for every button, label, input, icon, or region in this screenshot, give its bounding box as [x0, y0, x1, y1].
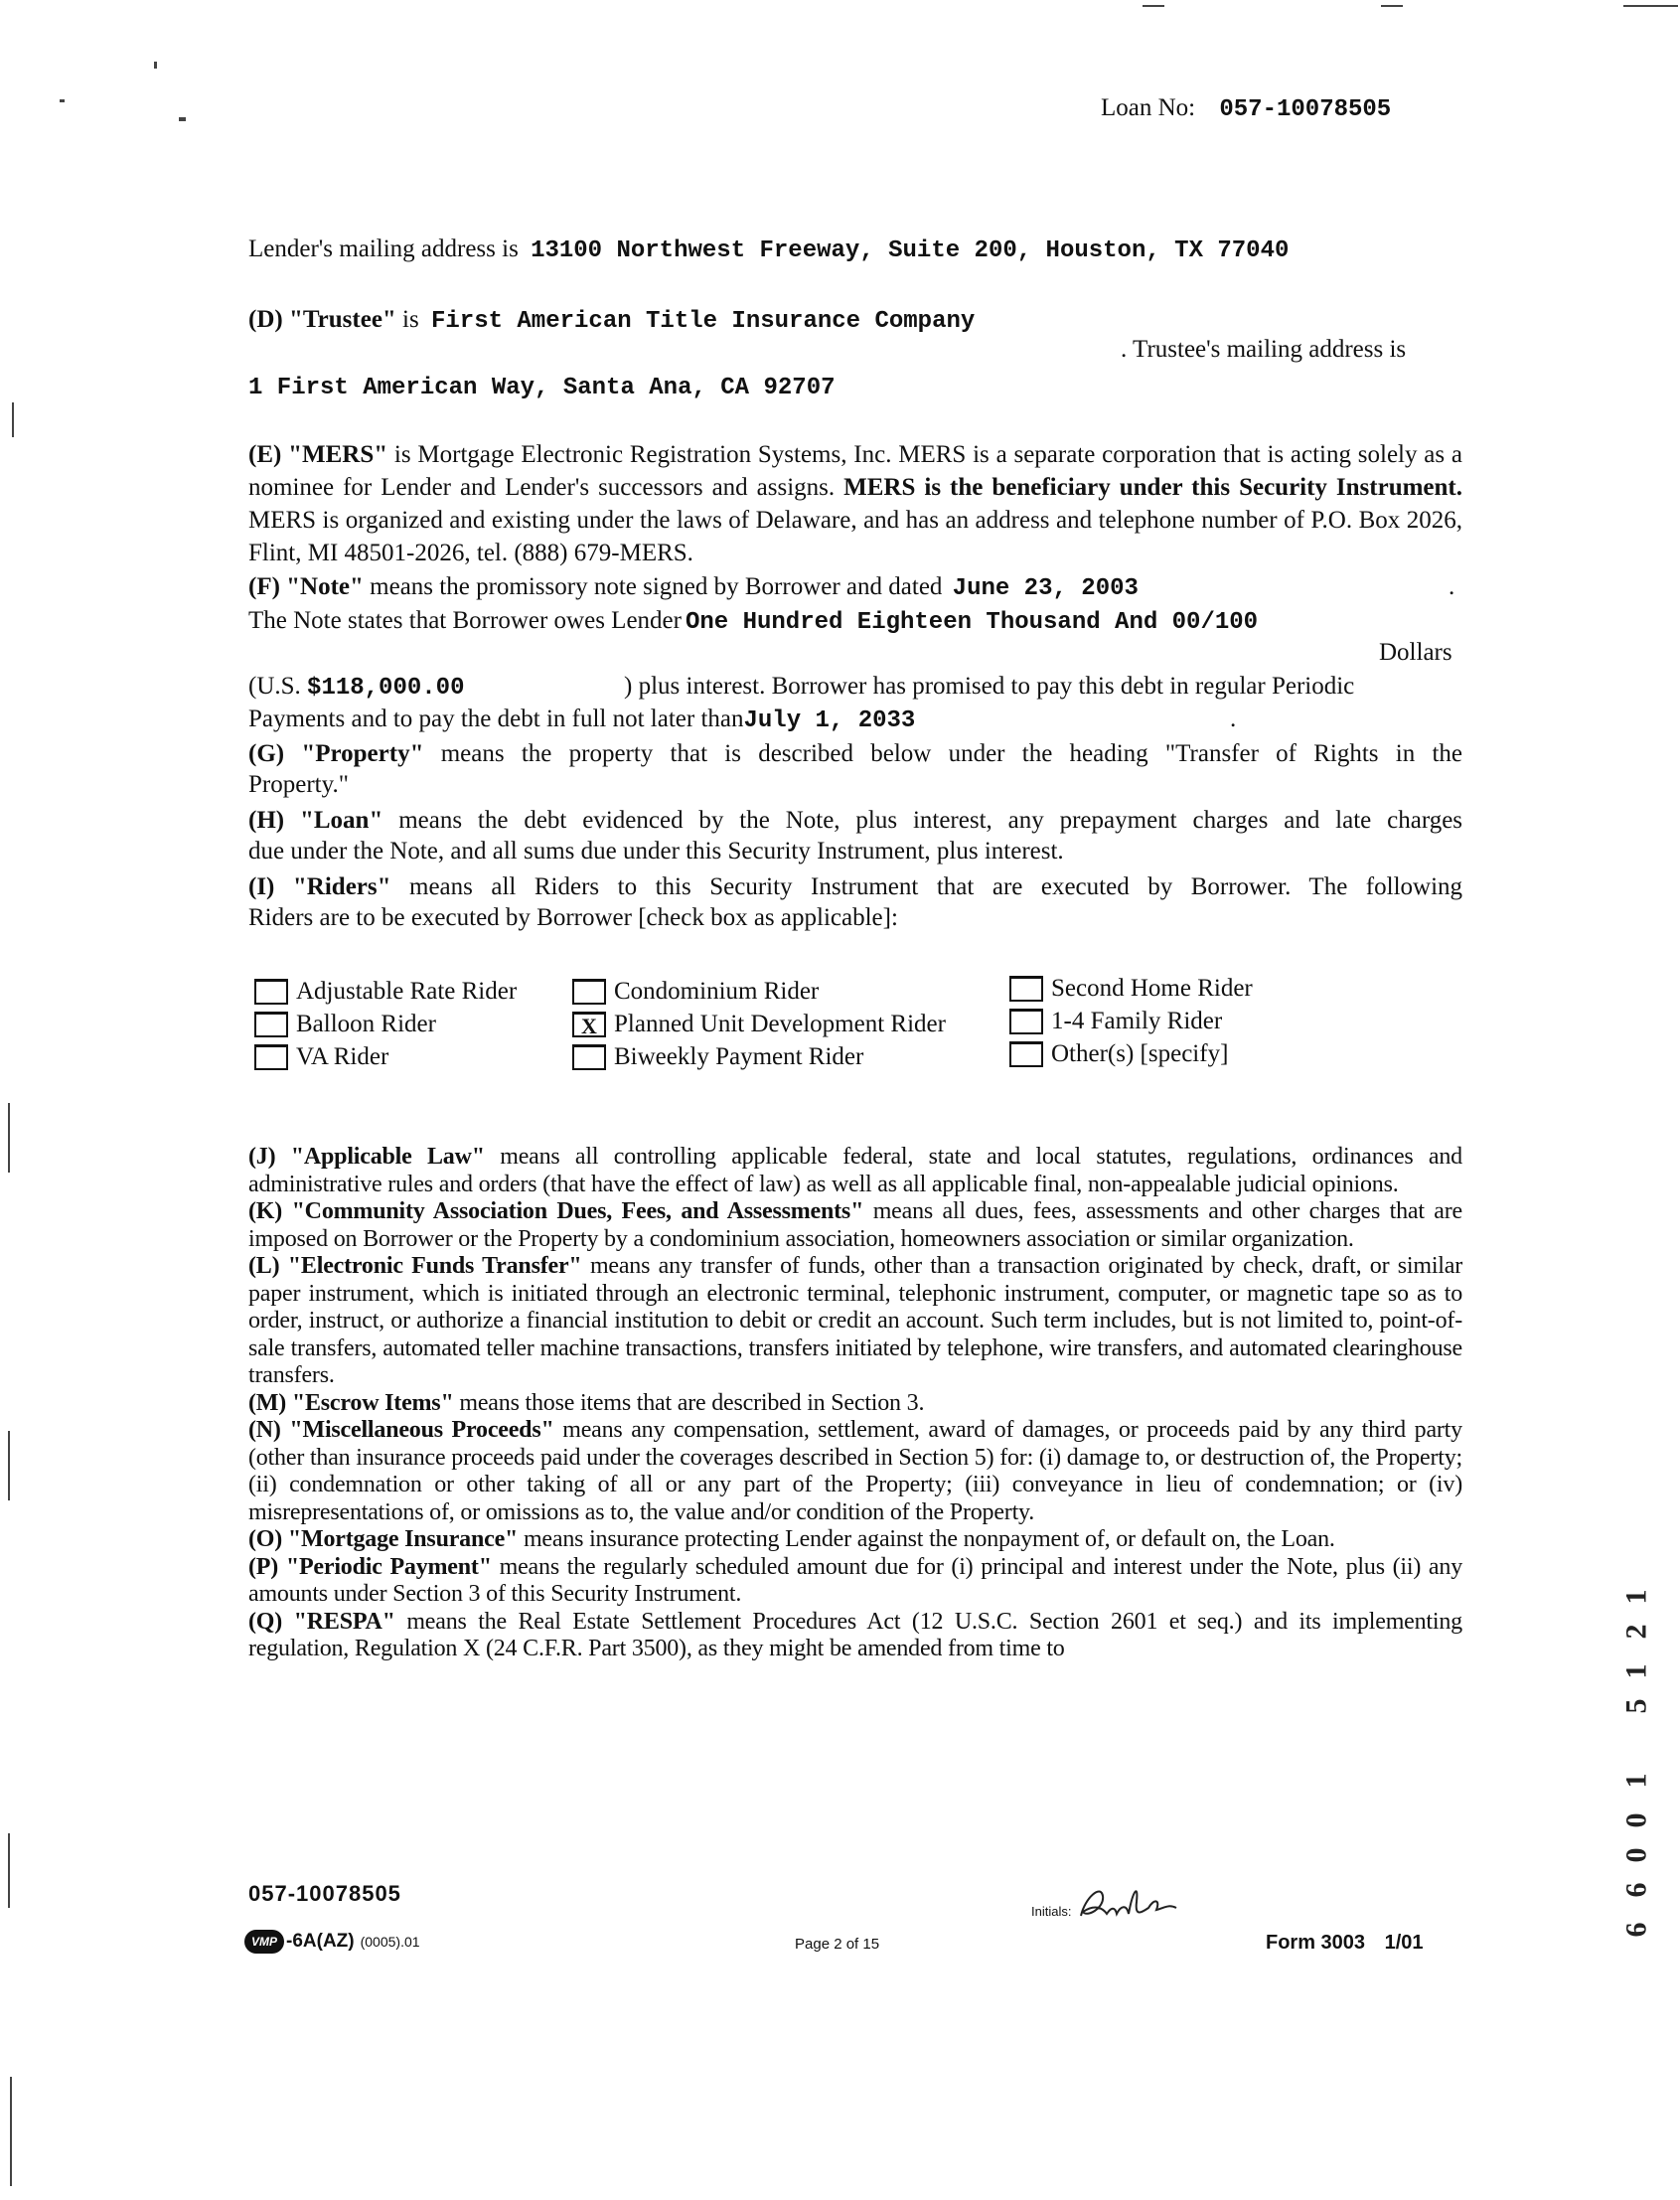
side-stamp-digit: 6	[1619, 1882, 1653, 1898]
checkbox[interactable]	[1009, 1041, 1043, 1067]
text: Riders are to be executed by Borrower [check box as applicable]:	[248, 904, 898, 931]
form-number	[1266, 1932, 1424, 1955]
rider-label: VA Rider	[296, 1043, 389, 1070]
text: MERS is organized and existing under the laws of Delaware, and has an address and telephone number of P.O. Box 2026, Flint, MI 48501-2026, tel. (888) 679-MERS.	[248, 507, 1462, 566]
definition-miscellaneous-proceeds	[248, 1417, 1462, 1526]
text: means the Real Estate Settlement Procedures Act (12 U.S.C. Section 2601 et seq.) and its implementing regulation, Regulation X (24 C.F.R. Part 3500), as they might be amended from time to	[248, 1608, 1462, 1661]
checkbox[interactable]	[572, 1044, 606, 1070]
rider-label: Planned Unit Development Rider	[614, 1011, 946, 1037]
text: Property."	[248, 771, 349, 798]
section-letter: (G)	[248, 740, 285, 767]
lender-address: 13100 Northwest Freeway, Suite 200, Houston, TX 77040	[531, 237, 1290, 264]
section-letter: (O)	[248, 1526, 283, 1552]
rider-va	[254, 1041, 388, 1073]
defined-term: "Trustee"	[288, 306, 396, 333]
text: means the property that is described below under the heading "Transfer of Rights in the	[440, 740, 1463, 767]
text: is	[402, 306, 419, 333]
definition-mortgage-insurance	[248, 1526, 1462, 1554]
note-line-3	[248, 673, 464, 702]
rider-label: Other(s) [specify]	[1051, 1040, 1229, 1067]
page-number: Page 2 of 15	[795, 1936, 880, 1953]
section-letter: (F)	[248, 573, 280, 600]
checkbox[interactable]	[254, 1044, 288, 1070]
section-letter: (E)	[248, 441, 282, 468]
text: means insurance protecting Lender against the nonpayment of, or default on, the Loan.	[523, 1526, 1335, 1552]
defined-term: "Electronic Funds Transfer"	[287, 1253, 582, 1279]
rider-balloon	[254, 1009, 436, 1040]
side-stamp-digit: 2	[1619, 1624, 1653, 1640]
loan-label: Loan No:	[1101, 94, 1196, 121]
defined-term: "Loan"	[299, 807, 383, 834]
bold-text: MERS is the beneficiary under this Security Instrument.	[843, 474, 1463, 501]
rider-adjustable-rate	[254, 976, 517, 1008]
section-letter: (M)	[248, 1389, 287, 1416]
definition-community-association	[248, 1198, 1462, 1253]
text: is Mortgage Electronic Registration Systems, Inc. MERS is a separate corporation that is acting solely as a nominee for Lender and Lender's successors and assigns.	[248, 441, 1463, 501]
scan-mark	[8, 1833, 10, 1908]
checkbox[interactable]	[1009, 1009, 1043, 1034]
note-amount-words: One Hundred Eighteen Thousand And 00/100	[685, 609, 1259, 636]
checkbox[interactable]	[572, 979, 606, 1005]
definition-applicable-law	[248, 1144, 1462, 1198]
section-letter: (L)	[248, 1253, 280, 1279]
scan-mark	[1623, 5, 1678, 7]
text: (U.S.	[248, 673, 301, 700]
rider-label: 1-4 Family Rider	[1051, 1008, 1223, 1034]
rider-label: Balloon Rider	[296, 1011, 436, 1037]
loan-number-header	[1101, 94, 1391, 123]
scan-mark	[179, 117, 186, 121]
rider-other	[1009, 1038, 1228, 1070]
form-revision: (0005).01	[360, 1934, 420, 1950]
side-stamp-digit: 0	[1619, 1812, 1653, 1828]
scan-mark	[60, 99, 65, 102]
rider-biweekly-payment	[572, 1041, 863, 1073]
lender-address-label: Lender's mailing address is	[248, 236, 519, 262]
side-stamp-digit: 5	[1619, 1698, 1653, 1714]
form-code: -6A(AZ)	[286, 1931, 355, 1952]
defined-term: "Applicable Law"	[290, 1144, 485, 1170]
scan-mark	[154, 62, 157, 69]
rider-planned-unit-development	[572, 1009, 946, 1040]
defined-term: "Property"	[301, 740, 424, 767]
loan-line-1	[248, 805, 1462, 837]
definition-escrow-items	[248, 1390, 1462, 1418]
initials-label: Initials:	[1031, 1904, 1072, 1919]
initials-signature	[1073, 1878, 1192, 1928]
text: means any transfer of funds, other than a transaction originated by check, draft, or similar paper instrument, which is initiated through an electronic terminal, telephonic instrument, computer, or magnetic tape so as to order, instruct, or authorize a financial institution to debit or credit an account. Such term includes, but is not limited to, point-of-sale transfers, automated teller machine transactions, transfers initiated by telephone, wire transfers, and automated clearinghouse transfers.	[248, 1253, 1462, 1388]
defined-term: "Periodic Payment"	[285, 1553, 492, 1580]
defined-term: "Miscellaneous Proceeds"	[289, 1417, 554, 1443]
text: means those items that are described in Section 3.	[459, 1389, 925, 1416]
text: means all controlling applicable federal, state and local statutes, regulations, ordinances and administrative rules and orders (that have the effect of law) as well as all applicable final, non-appealable judicial opinions.	[248, 1144, 1462, 1197]
trustee-address: 1 First American Way, Santa Ana, CA 92707	[248, 375, 836, 401]
scan-mark	[12, 402, 14, 437]
defined-term: "Riders"	[292, 873, 391, 900]
text: due under the Note, and all sums due under this Security Instrument, plus interest.	[248, 838, 1064, 864]
note-line-4	[248, 706, 915, 734]
scan-mark	[10, 2077, 12, 2186]
definition-periodic-payment	[248, 1554, 1462, 1609]
rider-second-home	[1009, 973, 1253, 1005]
trustee-line	[248, 306, 975, 335]
defined-term: "Mortgage Insurance"	[287, 1526, 519, 1552]
text: means the promissory note signed by Borrower and dated	[370, 573, 943, 600]
scan-mark	[8, 1103, 10, 1173]
side-stamp-digit: 0	[1619, 1847, 1653, 1863]
text: means all dues, fees, assessments and other charges that are imposed on Borrower or the Property by a condominium association, homeowners association or similar organization.	[248, 1198, 1462, 1252]
defined-term: "MERS"	[288, 441, 388, 468]
section-letter: (Q)	[248, 1608, 283, 1635]
trustee-mailing-suffix: . Trustee's mailing address is	[1121, 336, 1407, 363]
lender-address-line	[248, 236, 1289, 264]
definition-electronic-funds-transfer	[248, 1253, 1462, 1390]
rider-label: Second Home Rider	[1051, 975, 1253, 1002]
form-label: Form 3003	[1266, 1932, 1366, 1954]
definition-respa	[248, 1609, 1462, 1663]
definitions-block	[248, 1144, 1462, 1663]
riders-line-1	[248, 871, 1462, 903]
trustee-name: First American Title Insurance Company	[430, 308, 976, 335]
checkbox[interactable]	[254, 1012, 288, 1037]
period: .	[1449, 573, 1455, 600]
section-letter: (K)	[248, 1198, 283, 1224]
section-letter: (P)	[248, 1553, 279, 1580]
scan-mark	[1381, 5, 1403, 7]
text: The Note states that Borrower owes Lender	[248, 607, 682, 634]
section-letter: (J)	[248, 1144, 276, 1170]
side-stamp-digit: 1	[1619, 1663, 1653, 1679]
note-date: June 23, 2003	[952, 575, 1139, 602]
rider-1-4-family	[1009, 1006, 1222, 1037]
form-date: 1/01	[1384, 1932, 1424, 1954]
maturity-date: July 1, 2033	[743, 707, 916, 734]
text: means the regularly scheduled amount due for (i) principal and interest under the Note, plus (ii) any amounts under Section 3 of this Security Instrument.	[248, 1553, 1462, 1607]
period: .	[1230, 706, 1237, 732]
property-line-1	[248, 738, 1462, 770]
rider-condominium	[572, 976, 819, 1008]
checkbox[interactable]	[1009, 976, 1043, 1002]
text: means the debt evidenced by the Note, plus interest, any prepayment charges and late charges	[398, 807, 1463, 834]
scan-mark	[1143, 5, 1164, 7]
defined-term: "Escrow Items"	[291, 1389, 454, 1416]
rider-label: Biweekly Payment Rider	[614, 1043, 864, 1070]
defined-term: "RESPA"	[293, 1608, 395, 1635]
note-line-1	[248, 573, 1139, 602]
scan-mark	[8, 1431, 10, 1500]
defined-term: "Note"	[286, 573, 364, 600]
footer-form-id	[244, 1930, 420, 1954]
checkbox[interactable]	[254, 979, 288, 1005]
rider-label: Adjustable Rate Rider	[296, 978, 518, 1005]
dollars-label: Dollars	[1379, 639, 1452, 666]
vmp-logo: VMP	[244, 1930, 284, 1954]
note-line-2	[248, 607, 1258, 636]
loan-number: 057-10078505	[1219, 96, 1392, 123]
text: means all Riders to this Security Instrument that are executed by Borrower. The following	[409, 873, 1463, 900]
text: ) plus interest. Borrower has promised to pay this debt in regular Periodic	[624, 673, 1355, 700]
note-amount: $118,000.00	[307, 675, 465, 702]
rider-label: Condominium Rider	[614, 978, 820, 1005]
side-stamp-digit: 1	[1619, 1773, 1653, 1789]
side-stamp-digit: 6	[1619, 1922, 1653, 1938]
text: Payments and to pay the debt in full not later than	[248, 706, 744, 732]
checkbox-checked[interactable]: X	[572, 1012, 606, 1037]
side-stamp-digit: 1	[1619, 1589, 1653, 1605]
section-letter: (H)	[248, 807, 285, 834]
section-letter: (D)	[248, 306, 283, 333]
section-letter: (N)	[248, 1417, 281, 1443]
mers-paragraph	[248, 438, 1462, 569]
defined-term: "Community Association Dues, Fees, and Assessments"	[291, 1198, 864, 1224]
footer-loan-number: 057-10078505	[248, 1881, 401, 1906]
section-letter: (I)	[248, 873, 275, 900]
text: means any compensation, settlement, award of damages, or proceeds paid by any third party (other than insurance proceeds paid under the coverages described in Section 5) for: (i) damage to, or destruction of, the Property; (ii) condemnation or other taking of all or any part of the Property; (iii) conveyance in lieu of condemnation; or (iv) misrepresentations of, or omissions as to, the value and/or condition of the Property.	[248, 1417, 1462, 1525]
